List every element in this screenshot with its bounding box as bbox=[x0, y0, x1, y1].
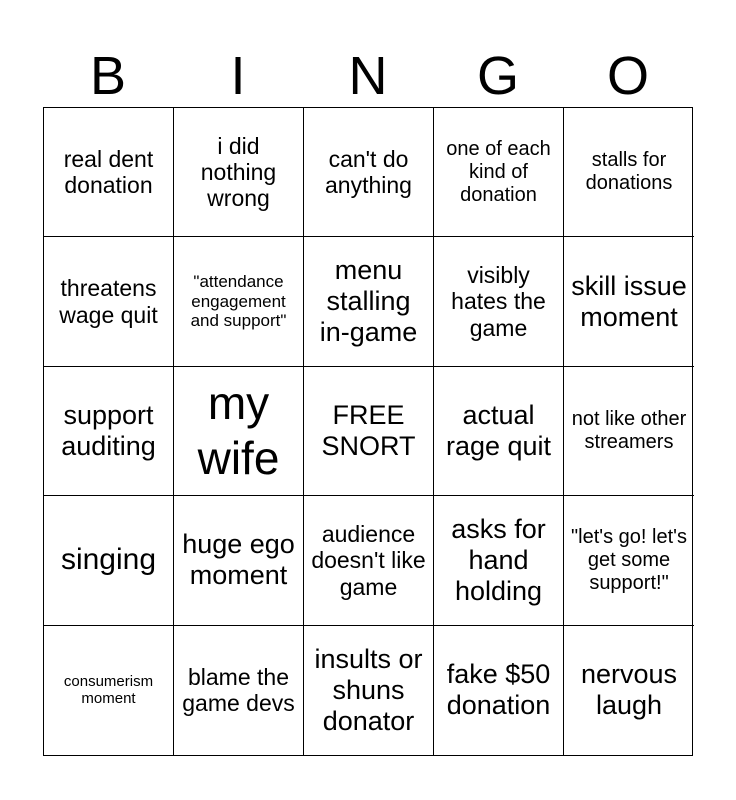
header-letter-b: B bbox=[89, 46, 127, 106]
bingo-cell[interactable] bbox=[564, 108, 694, 237]
cell-text: my wife bbox=[197, 376, 280, 484]
cell-text: nervous laugh bbox=[580, 659, 678, 721]
cell-text: not like other streamers bbox=[571, 407, 687, 453]
bingo-cell[interactable] bbox=[304, 496, 434, 625]
bingo-cell[interactable] bbox=[44, 626, 174, 755]
bingo-cell[interactable] bbox=[564, 367, 694, 496]
cell-text: "let's go! let's get some support!" bbox=[571, 525, 687, 594]
bingo-header bbox=[43, 44, 693, 108]
cell-text: menu stalling in-game bbox=[319, 255, 418, 348]
cell-text: asks for hand holding bbox=[451, 513, 546, 606]
bingo-cell[interactable] bbox=[564, 237, 694, 366]
cell-text: actual rage quit bbox=[445, 399, 552, 461]
cell-text: threatens wage quit bbox=[59, 275, 158, 328]
cell-text: "attendance engagement and support" bbox=[190, 272, 287, 331]
cell-text: one of each kind of donation bbox=[446, 137, 551, 206]
bingo-cell[interactable] bbox=[304, 237, 434, 366]
cell-text: support auditing bbox=[61, 399, 156, 461]
cell-text: audience doesn't like game bbox=[311, 520, 426, 600]
header-letter-i: I bbox=[230, 46, 246, 106]
cell-text: huge ego moment bbox=[182, 529, 295, 591]
bingo-cell[interactable] bbox=[174, 237, 304, 366]
bingo-cell[interactable] bbox=[304, 367, 434, 496]
cell-text: visibly hates the game bbox=[451, 261, 546, 341]
bingo-cell[interactable] bbox=[174, 367, 304, 496]
bingo-cell[interactable] bbox=[434, 367, 564, 496]
cell-text: FREE SNORT bbox=[321, 399, 416, 461]
bingo-cell[interactable] bbox=[564, 496, 694, 625]
bingo-cell[interactable] bbox=[44, 108, 174, 237]
cell-text: skill issue moment bbox=[571, 270, 687, 332]
bingo-cell[interactable] bbox=[304, 626, 434, 755]
cell-text: singing bbox=[60, 543, 157, 577]
bingo-cell[interactable] bbox=[434, 626, 564, 755]
bingo-cell[interactable] bbox=[434, 237, 564, 366]
cell-text: blame the game devs bbox=[182, 663, 295, 717]
cell-text: insults or shuns donator bbox=[314, 643, 423, 736]
cell-text: can't do anything bbox=[325, 145, 412, 199]
bingo-cell[interactable] bbox=[434, 108, 564, 237]
bingo-cell[interactable] bbox=[304, 108, 434, 237]
bingo-cell[interactable] bbox=[44, 237, 174, 366]
cell-text: fake $50 donation bbox=[446, 659, 551, 721]
bingo-cell[interactable] bbox=[44, 496, 174, 625]
header-letter-o: O bbox=[606, 46, 649, 106]
bingo-board bbox=[43, 107, 693, 756]
cell-text: consumerism moment bbox=[63, 673, 154, 708]
cell-text: real dent donation bbox=[63, 145, 154, 199]
bingo-cell[interactable] bbox=[434, 496, 564, 625]
bingo-cell[interactable] bbox=[174, 108, 304, 237]
cell-text: i did nothing wrong bbox=[200, 132, 277, 212]
cell-text: stalls for donations bbox=[585, 149, 673, 195]
bingo-cell[interactable] bbox=[174, 626, 304, 755]
bingo-cell[interactable] bbox=[564, 626, 694, 755]
bingo-cell[interactable] bbox=[174, 496, 304, 625]
bingo-cell[interactable] bbox=[44, 367, 174, 496]
header-letter-n: N bbox=[348, 46, 388, 106]
header-letter-g: G bbox=[476, 46, 519, 106]
